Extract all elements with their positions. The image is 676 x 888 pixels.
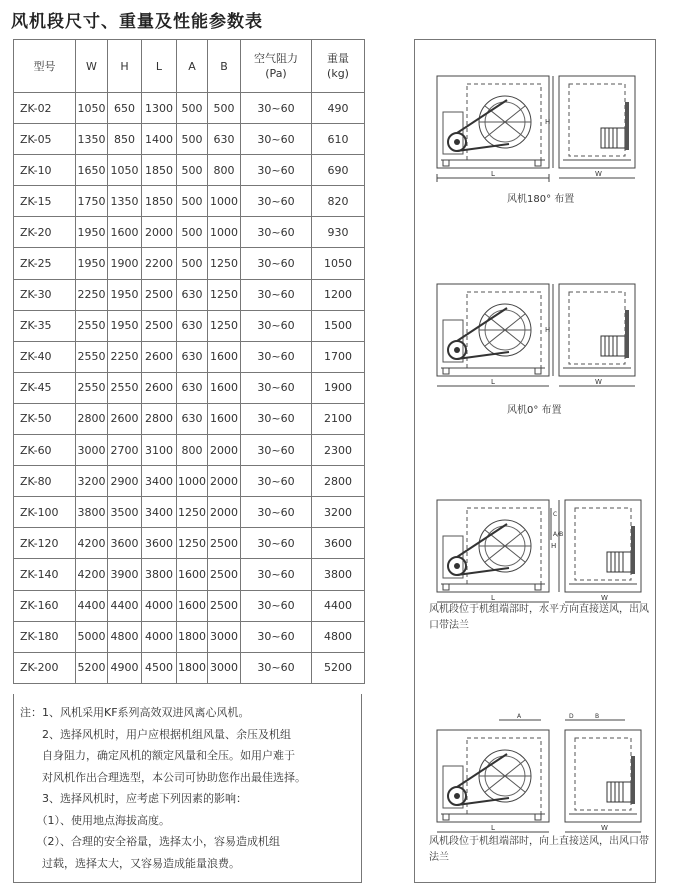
- table-cell: 610: [312, 124, 365, 155]
- table-row: [14, 93, 365, 124]
- table-cell: 1350: [108, 186, 142, 217]
- table-cell: 1600: [177, 590, 208, 621]
- table-cell: ZK-50: [14, 403, 76, 434]
- table-cell: 30~60: [241, 341, 312, 372]
- table-cell: 1900: [108, 248, 142, 279]
- dim-h-label: H: [545, 326, 551, 334]
- table-cell: 500: [177, 155, 208, 186]
- dim-w-label: W: [595, 170, 602, 178]
- table-cell: 2600: [108, 403, 142, 434]
- table-cell: ZK-180: [14, 621, 76, 652]
- table-row: [14, 528, 365, 559]
- table-cell: 2550: [76, 310, 108, 341]
- table-cell: 2550: [108, 372, 142, 403]
- diagram-end-upward: [437, 713, 641, 832]
- table-cell: 30~60: [241, 652, 312, 683]
- dim-d-label: D: [569, 713, 574, 720]
- table-cell: 1250: [208, 279, 241, 310]
- table-cell: 30~60: [241, 279, 312, 310]
- table-cell: 1500: [312, 310, 365, 341]
- table-cell: 800: [177, 435, 208, 466]
- diagram-panel: [414, 39, 656, 883]
- page-title: 风机段尺寸、重量及性能参数表: [11, 12, 263, 32]
- notes-section: [13, 694, 362, 883]
- table-cell: 630: [177, 341, 208, 372]
- table-cell: 1250: [177, 497, 208, 528]
- table-cell: 4000: [142, 590, 177, 621]
- table-cell: ZK-160: [14, 590, 76, 621]
- table-cell: 630: [208, 124, 241, 155]
- col-resistance-unit: (Pa): [265, 67, 287, 80]
- col-model: 型号: [14, 40, 76, 93]
- table-cell: 30~60: [241, 621, 312, 652]
- table-cell: 1750: [76, 186, 108, 217]
- dim-a-label: A: [517, 713, 522, 720]
- table-row: [14, 403, 365, 434]
- table-cell: 3600: [142, 528, 177, 559]
- table-cell: 2000: [208, 466, 241, 497]
- table-row: [14, 372, 365, 403]
- caption-end-upward: 风机段位于机组端部时，向上直接送风，出风口带法兰: [429, 836, 649, 863]
- table-row: [14, 217, 365, 248]
- caption-fan-180: 风机180° 布置: [507, 194, 575, 205]
- col-resistance: [241, 40, 312, 93]
- table-cell: 2250: [76, 279, 108, 310]
- table-cell: ZK-35: [14, 310, 76, 341]
- table-cell: 1800: [177, 621, 208, 652]
- table-cell: 3600: [108, 528, 142, 559]
- table-cell: 650: [108, 93, 142, 124]
- table-cell: 4000: [142, 621, 177, 652]
- table-cell: 3000: [208, 652, 241, 683]
- table-cell: 2000: [208, 497, 241, 528]
- table-cell: 850: [108, 124, 142, 155]
- caption-end-horizontal: 风机段位于机组端部时，水平方向直接送风，出风口带法兰: [429, 604, 649, 631]
- table-cell: 4200: [76, 528, 108, 559]
- table-cell: ZK-200: [14, 652, 76, 683]
- table-cell: 1050: [76, 93, 108, 124]
- table-cell: 3400: [142, 466, 177, 497]
- table-cell: 2550: [76, 372, 108, 403]
- dim-h-label: H: [545, 118, 551, 126]
- table-cell: 3600: [312, 528, 365, 559]
- table-cell: 5200: [312, 652, 365, 683]
- dim-w-label: W: [601, 824, 608, 832]
- table-cell: 4800: [108, 621, 142, 652]
- table-row: [14, 155, 365, 186]
- table-cell: 1600: [177, 559, 208, 590]
- table-cell: 2000: [142, 217, 177, 248]
- table-row: [14, 559, 365, 590]
- table-cell: ZK-02: [14, 93, 76, 124]
- note-line: 对风机作出合理选型，本公司可协助您作出最佳选择。: [20, 770, 306, 784]
- table-cell: 30~60: [241, 372, 312, 403]
- table-cell: 30~60: [241, 124, 312, 155]
- table-cell: 930: [312, 217, 365, 248]
- table-cell: 1700: [312, 341, 365, 372]
- table-cell: 1250: [208, 248, 241, 279]
- table-cell: 2300: [312, 435, 365, 466]
- table-cell: 800: [208, 155, 241, 186]
- table-cell: 30~60: [241, 528, 312, 559]
- table-row: [14, 435, 365, 466]
- table-cell: 2500: [142, 279, 177, 310]
- table-cell: 2500: [208, 559, 241, 590]
- table-cell: 1000: [208, 217, 241, 248]
- dim-l-label: L: [491, 170, 495, 178]
- table-cell: 30~60: [241, 93, 312, 124]
- table-cell: ZK-10: [14, 155, 76, 186]
- table-cell: 500: [208, 93, 241, 124]
- table-cell: 1600: [208, 341, 241, 372]
- table-cell: 2700: [108, 435, 142, 466]
- caption-fan-0: 风机0° 布置: [507, 405, 562, 416]
- table-cell: 3800: [76, 497, 108, 528]
- table-cell: 30~60: [241, 217, 312, 248]
- table-row: [14, 248, 365, 279]
- table-cell: 630: [177, 372, 208, 403]
- note-line: （1）、使用地点海拔高度。: [20, 813, 170, 827]
- col-w: W: [76, 40, 108, 93]
- table-cell: 3100: [142, 435, 177, 466]
- table-cell: 30~60: [241, 435, 312, 466]
- table-cell: 500: [177, 248, 208, 279]
- table-row: [14, 497, 365, 528]
- table-cell: 30~60: [241, 248, 312, 279]
- table-cell: ZK-60: [14, 435, 76, 466]
- table-cell: 630: [177, 310, 208, 341]
- table-cell: 3200: [76, 466, 108, 497]
- table-cell: 2100: [312, 403, 365, 434]
- table-cell: 3800: [142, 559, 177, 590]
- table-cell: ZK-20: [14, 217, 76, 248]
- table-cell: ZK-40: [14, 341, 76, 372]
- table-row: [14, 124, 365, 155]
- col-resistance-label: 空气阻力: [254, 52, 298, 65]
- table-cell: 2000: [208, 435, 241, 466]
- table-row: [14, 279, 365, 310]
- dim-l-label: L: [491, 594, 495, 602]
- table-cell: 1400: [142, 124, 177, 155]
- table-cell: 30~60: [241, 590, 312, 621]
- diagram-fan-0: [437, 284, 635, 386]
- table-cell: 500: [177, 217, 208, 248]
- table-cell: 30~60: [241, 559, 312, 590]
- table-row: [14, 310, 365, 341]
- col-b: B: [208, 40, 241, 93]
- table-cell: 3900: [108, 559, 142, 590]
- diagram-fan-180: [437, 76, 635, 182]
- table-cell: 4400: [76, 590, 108, 621]
- dim-ab-label: A/B: [553, 531, 564, 538]
- col-weight-unit: (kg): [327, 67, 349, 80]
- table-cell: 2500: [208, 528, 241, 559]
- table-cell: 2800: [312, 466, 365, 497]
- dim-l-label: L: [491, 824, 495, 832]
- table-cell: 690: [312, 155, 365, 186]
- table-row: [14, 186, 365, 217]
- table-cell: 2500: [142, 310, 177, 341]
- table-cell: 1850: [142, 186, 177, 217]
- table-cell: 2500: [208, 590, 241, 621]
- table-header-row: [14, 40, 365, 93]
- note-line: 2、选择风机时，用户应根据机组风量、余压及机组: [20, 727, 291, 741]
- table-cell: ZK-120: [14, 528, 76, 559]
- dim-b-label: B: [595, 713, 600, 720]
- table-cell: 1650: [76, 155, 108, 186]
- table-cell: 2550: [76, 341, 108, 372]
- table-cell: 2600: [142, 372, 177, 403]
- note-line: 注：1、风机采用KF系列高效双进风离心风机。: [20, 706, 250, 719]
- table-cell: 1600: [208, 403, 241, 434]
- table-cell: 30~60: [241, 497, 312, 528]
- table-cell: 500: [177, 93, 208, 124]
- table-cell: 2250: [108, 341, 142, 372]
- table-cell: 30~60: [241, 466, 312, 497]
- table-cell: 1250: [177, 528, 208, 559]
- note-line: 3、选择风机时，应考虑下列因素的影响：: [20, 792, 247, 805]
- note-line: 自身阻力，确定风机的额定风量和全压。如用户难于: [20, 749, 295, 762]
- table-cell: 1950: [108, 279, 142, 310]
- table-cell: 3000: [208, 621, 241, 652]
- table-cell: 1350: [76, 124, 108, 155]
- table-cell: 2800: [142, 403, 177, 434]
- table-cell: 2800: [76, 403, 108, 434]
- dim-w-label: W: [601, 594, 608, 602]
- table-cell: 500: [177, 186, 208, 217]
- diagram-end-horizontal: [437, 500, 641, 602]
- table-cell: 2200: [142, 248, 177, 279]
- table-cell: 4500: [142, 652, 177, 683]
- table-cell: 30~60: [241, 186, 312, 217]
- table-cell: 2600: [142, 341, 177, 372]
- table-cell: 1250: [208, 310, 241, 341]
- table-cell: 1900: [312, 372, 365, 403]
- table-cell: ZK-25: [14, 248, 76, 279]
- table-cell: 1000: [177, 466, 208, 497]
- table-cell: ZK-15: [14, 186, 76, 217]
- table-cell: ZK-80: [14, 466, 76, 497]
- table-cell: 1950: [76, 248, 108, 279]
- table-cell: 500: [177, 124, 208, 155]
- table-row: [14, 590, 365, 621]
- table-row: [14, 466, 365, 497]
- table-cell: 4200: [76, 559, 108, 590]
- table-row: [14, 341, 365, 372]
- table-cell: 3200: [312, 497, 365, 528]
- table-cell: 1000: [208, 186, 241, 217]
- note-line: （2）、合理的安全裕量，选择太小，容易造成机组: [20, 835, 280, 848]
- spec-table: [13, 39, 365, 684]
- table-cell: 1800: [177, 652, 208, 683]
- dim-c-label: C: [553, 511, 558, 518]
- table-cell: 820: [312, 186, 365, 217]
- table-cell: ZK-45: [14, 372, 76, 403]
- table-cell: 1300: [142, 93, 177, 124]
- table-cell: 1050: [312, 248, 365, 279]
- table-cell: ZK-100: [14, 497, 76, 528]
- table-row: [14, 652, 365, 683]
- table-cell: 3500: [108, 497, 142, 528]
- table-cell: 490: [312, 93, 365, 124]
- table-cell: 1950: [76, 217, 108, 248]
- table-cell: 630: [177, 279, 208, 310]
- col-a: A: [177, 40, 208, 93]
- table-cell: 5000: [76, 621, 108, 652]
- table-cell: 30~60: [241, 155, 312, 186]
- table-row: [14, 621, 365, 652]
- table-cell: 2900: [108, 466, 142, 497]
- table-cell: 4800: [312, 621, 365, 652]
- table-cell: 1950: [108, 310, 142, 341]
- dim-h-label: H: [551, 542, 557, 550]
- table-cell: 1850: [142, 155, 177, 186]
- table-cell: 3800: [312, 559, 365, 590]
- table-cell: 3400: [142, 497, 177, 528]
- table-cell: 30~60: [241, 310, 312, 341]
- fan-arrangement-drawings: [415, 40, 657, 884]
- table-cell: 4900: [108, 652, 142, 683]
- table-cell: 4400: [312, 590, 365, 621]
- table-cell: 630: [177, 403, 208, 434]
- table-cell: 1600: [108, 217, 142, 248]
- table-cell: 30~60: [241, 403, 312, 434]
- table-cell: 3000: [76, 435, 108, 466]
- dim-w-label: W: [595, 378, 602, 386]
- table-cell: 1200: [312, 279, 365, 310]
- table-cell: ZK-05: [14, 124, 76, 155]
- table-cell: 4400: [108, 590, 142, 621]
- table-cell: ZK-30: [14, 279, 76, 310]
- col-h: H: [108, 40, 142, 93]
- dim-l-label: L: [491, 378, 495, 386]
- table-cell: 1050: [108, 155, 142, 186]
- col-weight-label: 重量: [327, 52, 349, 65]
- col-weight: [312, 40, 365, 93]
- table-cell: 1600: [208, 372, 241, 403]
- col-l: L: [142, 40, 177, 93]
- table-cell: 5200: [76, 652, 108, 683]
- note-line: 过载，选择太大，又容易造成能量浪费。: [20, 856, 240, 870]
- table-cell: ZK-140: [14, 559, 76, 590]
